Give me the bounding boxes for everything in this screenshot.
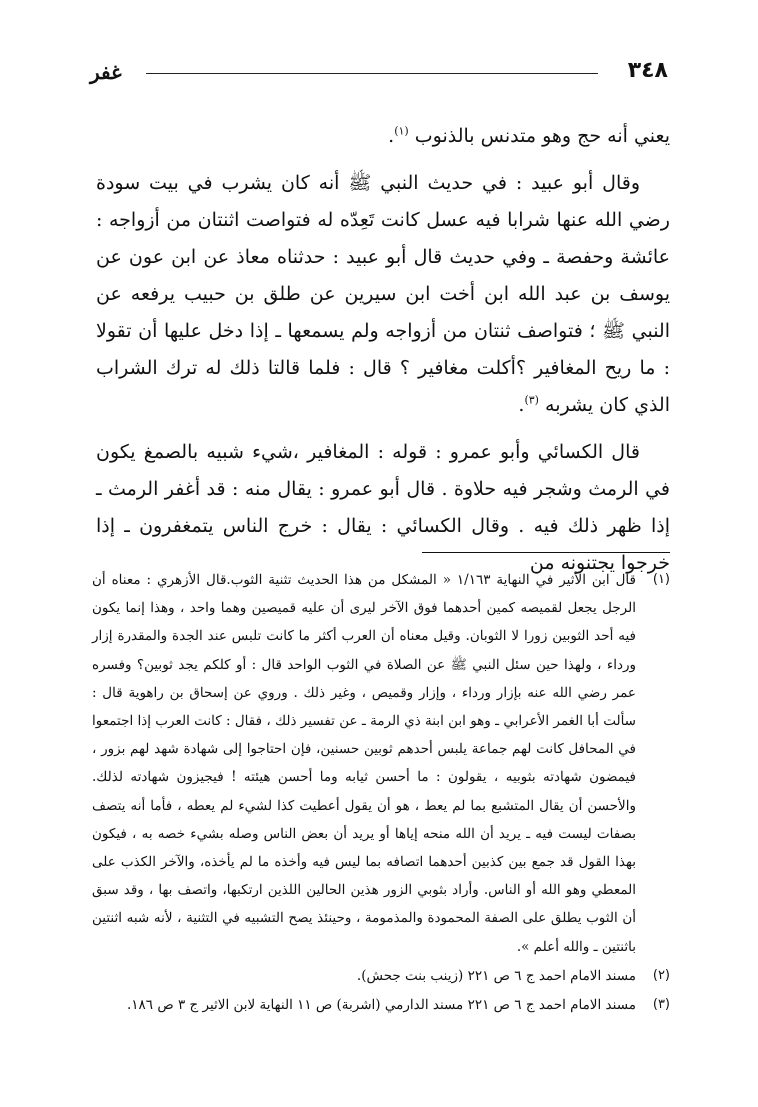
main-text bbox=[96, 118, 670, 582]
footnote bbox=[92, 991, 670, 1019]
footnotes bbox=[92, 566, 670, 1019]
paragraph-text: يعني أنه حج وهو متدنس بالذنوب bbox=[414, 125, 670, 147]
header-rule bbox=[146, 73, 598, 74]
paragraph-text: قال الكسائي وأبو عمرو : قوله : المغافير ،شيء شبيه بالصمغ يكون في الرمث وشجر فيه حلاوة . قال أبو عمرو : يقال منه : قد أغفر الرمث ـ إذا ظهر ذلك فيه . وقال الكسائي : يقال : خرج الناس يتمغفرون ـ إذا خرجوا يجتنونه من bbox=[96, 441, 670, 574]
running-title: غفر bbox=[90, 60, 122, 84]
footnote bbox=[92, 962, 670, 990]
footnote-mark: (٣) bbox=[524, 393, 539, 407]
footnote-text: مسند الامام احمد ج ٦ ص ٢٢١ مسند الدارمي (اشربة) ص ١١ النهاية لابن الاثير ج ٣ ص ١٨٦. bbox=[126, 997, 636, 1014]
paragraph bbox=[96, 165, 670, 424]
page-number: ٣٤٨ bbox=[627, 58, 668, 83]
footnote-separator bbox=[422, 552, 670, 553]
footnote bbox=[92, 566, 670, 961]
paragraph-tail: . bbox=[518, 394, 525, 416]
paragraph bbox=[96, 118, 670, 155]
footnote-number: (٣) bbox=[652, 997, 670, 1013]
running-header bbox=[90, 58, 668, 92]
footnote-mark: (١) bbox=[394, 124, 409, 138]
footnote-number: (١) bbox=[652, 572, 670, 587]
paragraph bbox=[96, 434, 670, 582]
paragraph-text: وقال أبو عبيد : في حديث النبي ﷺ أنه كان يشرب في بيت سودة رضي الله عنها شرابا فيه عسل كانت تَعِدّه له فتواصت اثنتان من أزواجه : عائشة وحفصة ـ وفي حديث قال أبو عبيد : حدثناه معاذ عن ابن عون عن يوسف بن عبد الله ابن أخت ابن سيرين عن طلق بن حبيب يرفعه عن النبي ﷺ ؛ فتواصف ثنتان من أزواجه ولم يسمعها ـ إذا دخل عليها أن تقولا : ما ريح المغافير ؟أكلت مغافير ؟ قال : فلما قالتا ذلك له ترك الشراب الذي كان يشربه bbox=[96, 172, 671, 416]
footnote-number: (٢) bbox=[652, 967, 670, 983]
footnote-text: قال ابن الأثير في النهاية ١/١٦٣ « المشكل من هذا الحديث تثنية الثوب.قال الأزهري : معناه أن الرجل يجعل لقميصه كمين أحدهما فوق الآخر ليرى أن عليه قميصين وهما واحد ، وهذا إنما يكون فيه أحد الثوبين زورا لا الثوبان. وقيل معناه أن العرب أكثر ما كانت تلبس عند الجدة والمقدرة إزار ورداء ، ولهذا حين سئل النبي ﷺ عن الصلاة في الثوب الواحد قال : أو كلكم يجد ثوبين؟ وفسره عمر رضي الله عنه بإزار ورداء ، وإزار وقميص ، وغير ذلك . وروي عن إسحاق بن راهوية قال : سألت أبا الغمر الأعرابي ـ وهو ابن ابنة ذي الرمة ـ عن تفسير ذلك ، فقال : كانت العرب إذا اجتمعوا في المحافل كانت لهم جماعة يلبس أحدهم ثوبين حسنين، فإن احتاجوا إلى شهادة شهد لهم بزور ، فيمضون شهادته بثوبيه ، يقولون : ما أحسن ثيابه وما أحسن هيئته ! فيجيزون شهادته لذلك. والأحسن أن يقال المتشبع بما لم يعط ، هو أن يقول أعطيت كذا لشيء لم يعطه ، فأما أنه يتصف بصفات ليست فيه ـ يريد أن الله منحه إياها أو يريد أن بعض الناس وصله بشيء خصه به ، فيكون بهذا القول قد جمع بين كذبين أحدهما اتصافه بما ليس فيه وأخذه ما لم يأخذه، والآخر الكذب على المعطي وهو الله أو الناس. وأراد بثوبي الزور هذين الحالين اللذين ارتكبها، واتصف بها ، وقد سبق أن الثوب يطلق على الصفة المحمودة والمذمومة ، وحينئذ يصح التشبيه في التثنية ، لأنه شبه اثنتين باثنتين ـ والله أعلم ». bbox=[92, 572, 636, 955]
paragraph-tail: . bbox=[388, 125, 395, 147]
footnote-text: مسند الامام احمد ج ٦ ص ٢٢١ (زينب بنت جحش). bbox=[356, 967, 636, 984]
